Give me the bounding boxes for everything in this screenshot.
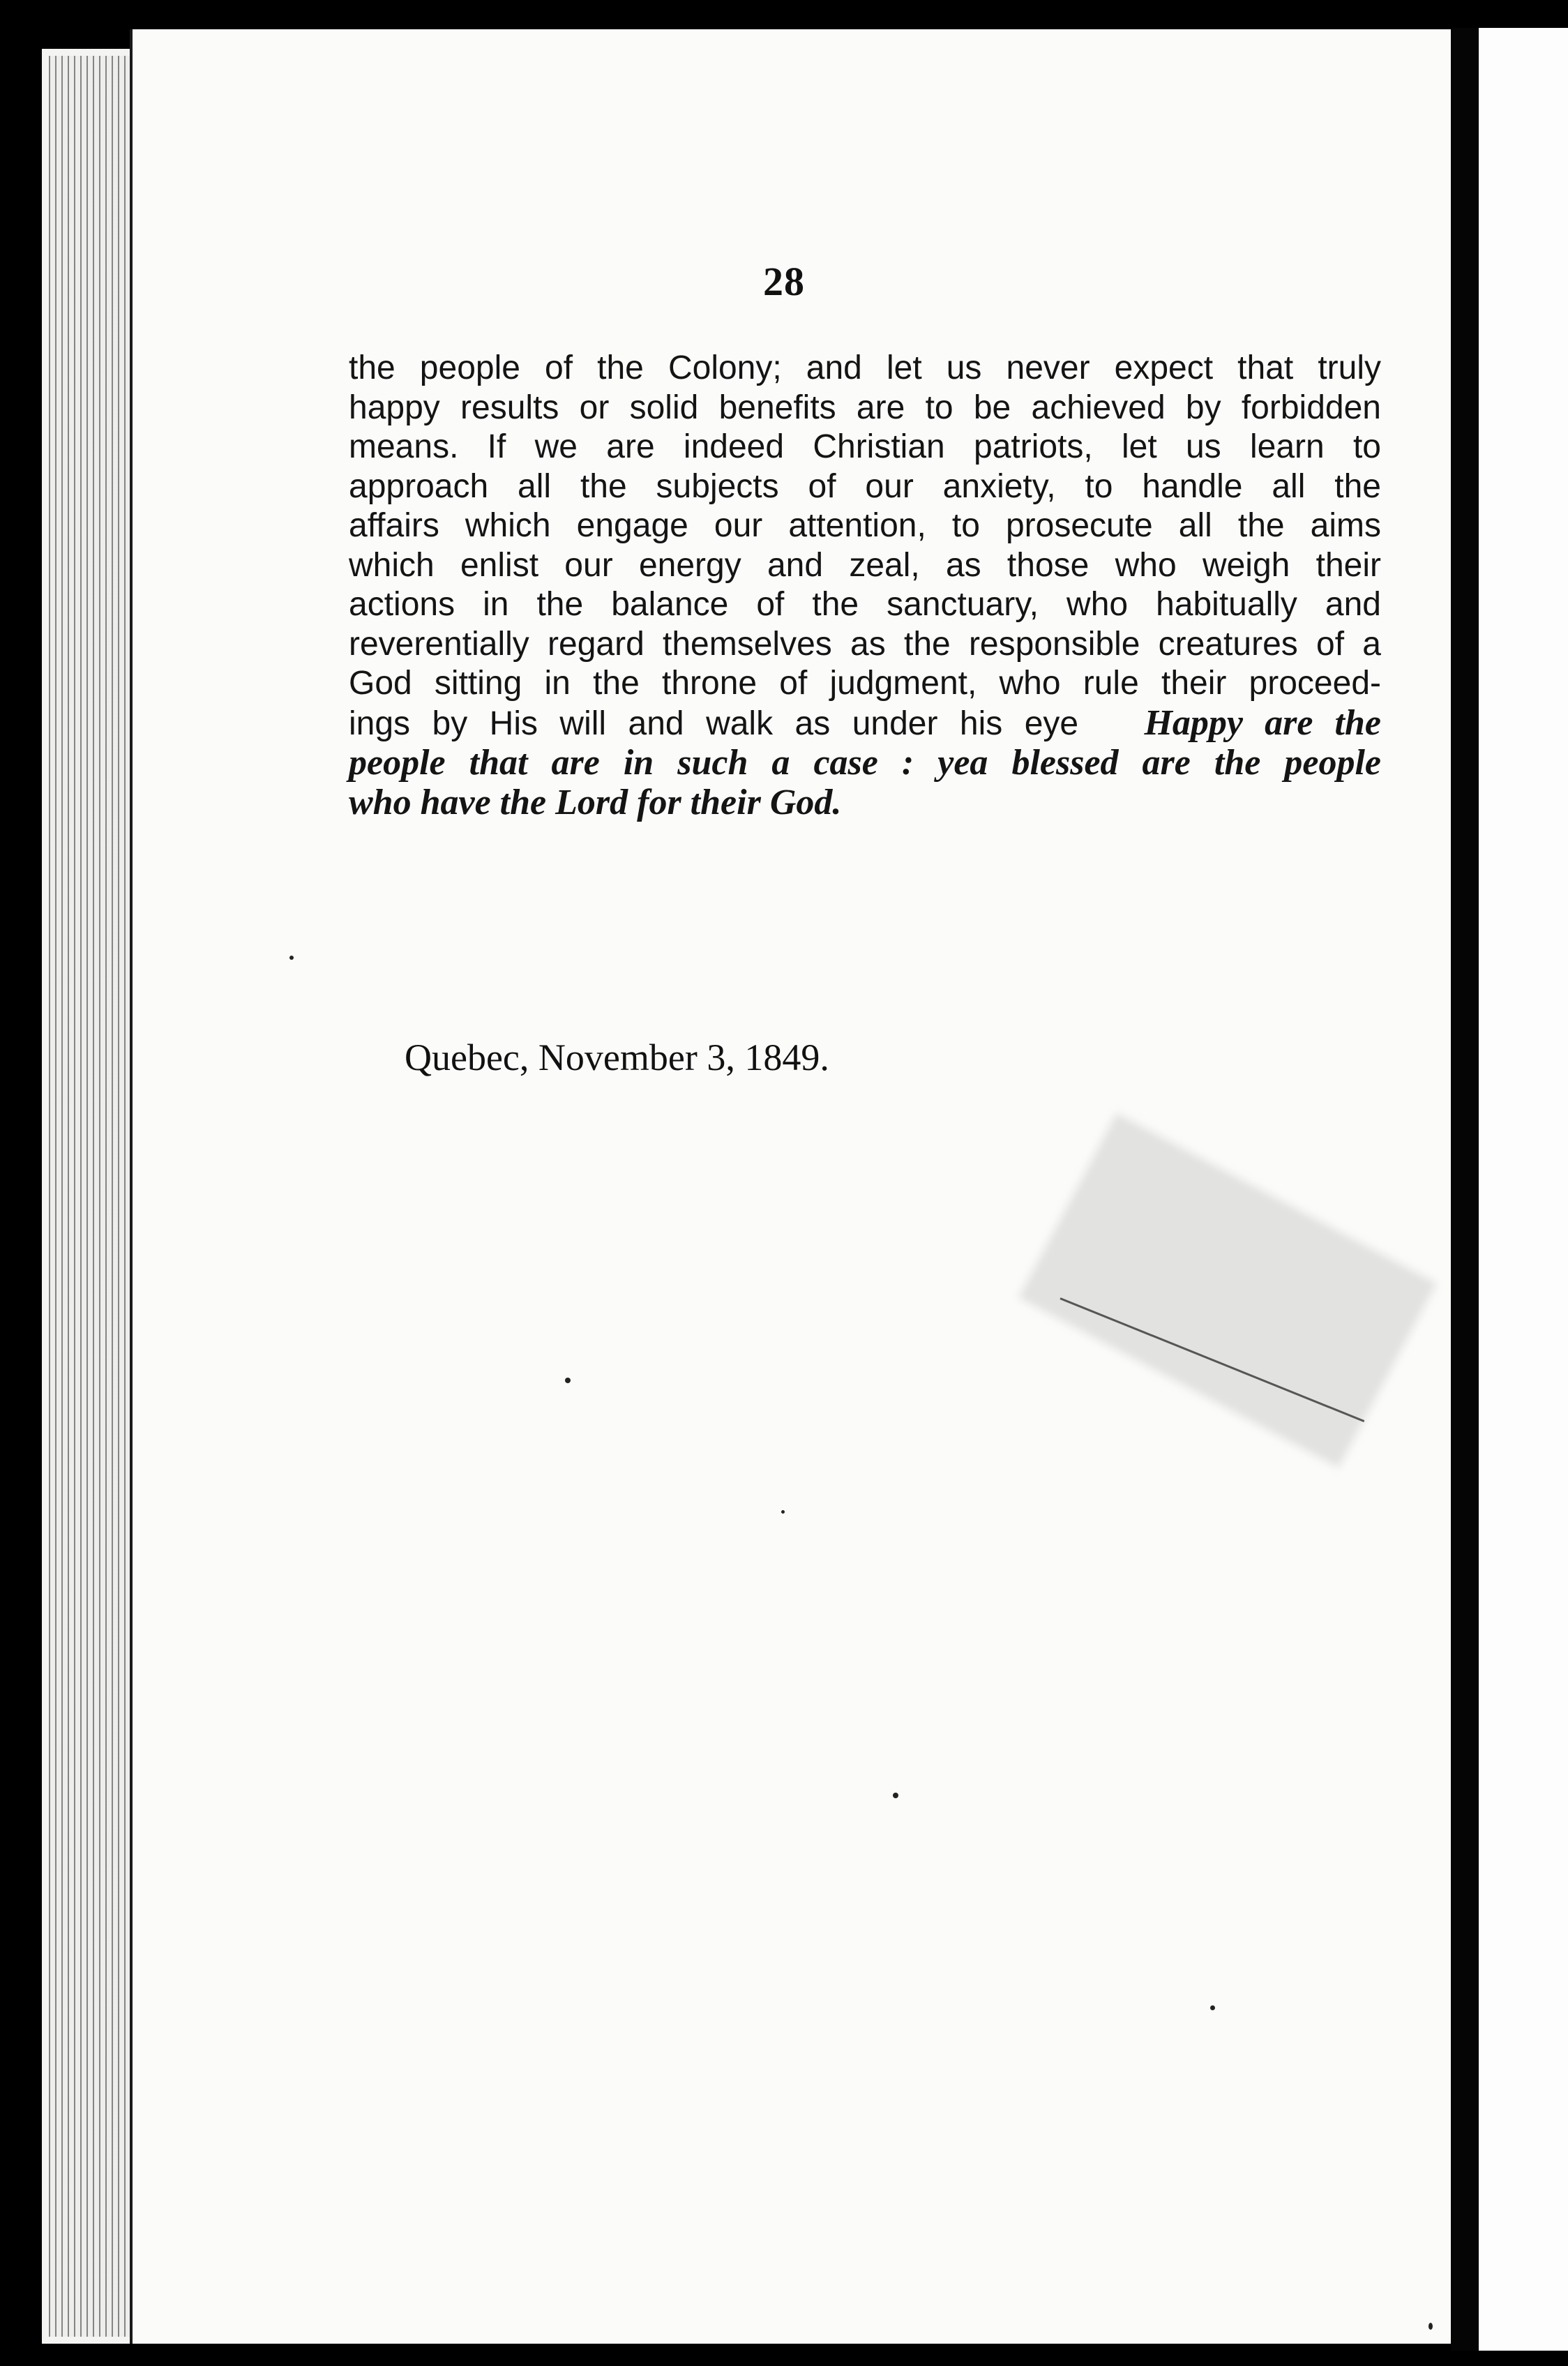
- text-line-roman: ings by His will and walk as under his eye: [349, 704, 1079, 742]
- ink-speck: [1428, 2323, 1433, 2330]
- scan-border: [0, 2351, 1568, 2366]
- text-line: reverentially regard themselves as the responsible creatures of a: [349, 625, 1381, 663]
- place-and-date: Quebec, November 3, 1849.: [405, 1037, 829, 1078]
- text-line: actions in the balance of the sanctuary, who habitually and: [349, 586, 1381, 623]
- ink-speck: [893, 1793, 898, 1798]
- scripture-quote-line: who have the Lord for their God.: [349, 782, 842, 822]
- scripture-quote-line: people that are in such a case : yea blessed are the people: [349, 743, 1381, 783]
- text-line: approach all the subjects of our anxiety, to handle all the: [349, 467, 1381, 505]
- text-line: the people of the Colony; and let us never expect that truly: [349, 349, 1381, 386]
- text-line: [349, 704, 1381, 744]
- ink-speck: [289, 956, 294, 960]
- body-paragraph: [349, 349, 1381, 822]
- binding-gutter: [1451, 28, 1479, 2366]
- ink-speck: [565, 1378, 571, 1383]
- scripture-quote: Happy are the: [1144, 702, 1382, 743]
- page-number: 28: [763, 259, 805, 304]
- ink-speck: [781, 1510, 785, 1514]
- text-line: happy results or solid benefits are to be achieved by forbidden: [349, 389, 1381, 426]
- text-line: affairs which engage our attention, to prosecute all the aims: [349, 507, 1381, 544]
- facing-page-edge: [1479, 28, 1568, 2366]
- text-line: God sitting in the throne of judgment, who rule their proceed-: [349, 665, 1381, 702]
- ink-speck: [1210, 2005, 1215, 2010]
- text-line: which enlist our energy and zeal, as those who weigh their: [349, 546, 1381, 584]
- text-line: means. If we are indeed Christian patriots, let us learn to: [349, 428, 1381, 465]
